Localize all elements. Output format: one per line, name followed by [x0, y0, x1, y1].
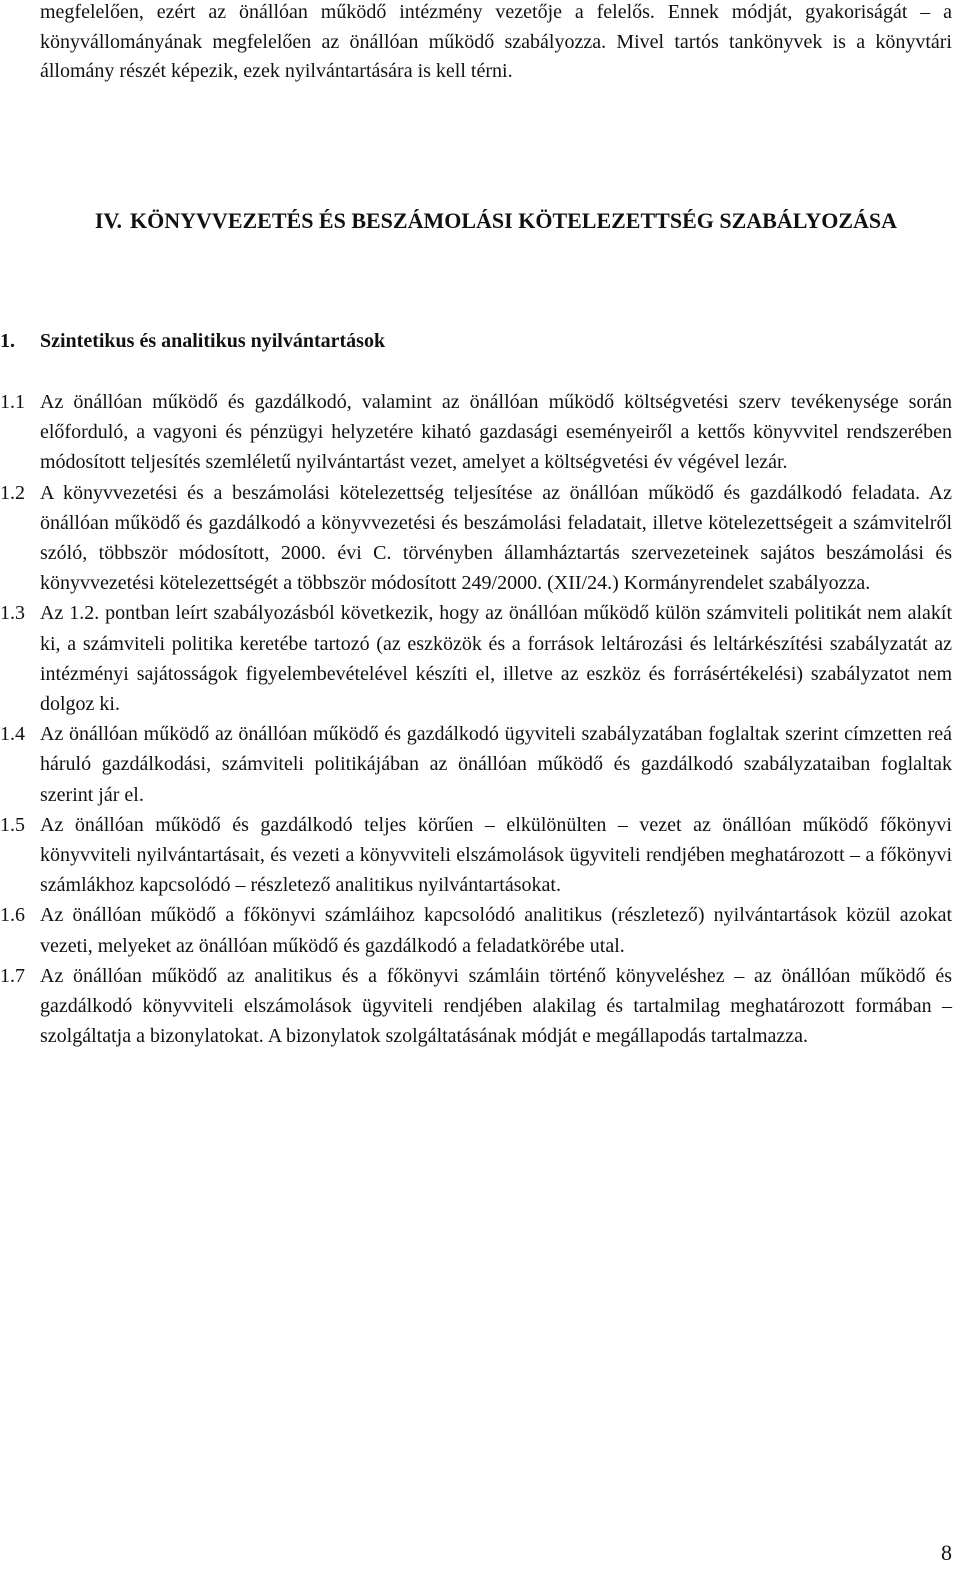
paragraph-number: 1.1 — [0, 391, 25, 413]
paragraph-number: 1.7 — [0, 964, 25, 987]
paragraph-item — [0, 810, 952, 901]
paragraph-number: 1.6 — [0, 904, 25, 927]
paragraph-text: Az önállóan működő az önállóan működő és gazdálkodó ügyviteli szabályzatában foglaltak szerint címzetten reá háruló gazdálkodási, számviteli politikájában az önállóan működő és gazdálkodó szabályzataiban foglaltak szerint jár el. — [40, 723, 952, 806]
paragraph-text: Az önállóan működő a főkönyvi számláihoz kapcsolódó analitikus (részletező) nyilvántartások közül azokat vezeti, melyeket az önállóan működő és gazdálkodó a feladatkörébe utal. — [40, 904, 952, 957]
chapter-number: IV. — [94, 208, 123, 233]
paragraph-text: A könyvvezetési és a beszámolási kötelezettség teljesítése az önállóan működő és gazdálkodó feladata. Az önállóan működő és gazdálkodó a könyvvezetési és beszámolási feladatait, illetve kötelezettségeit a számvitelről szóló, többször módosított, 2000. évi C. törvényben államháztartás szervezeteinek sajátos beszámolási és könyvvezetési kötelezettségét a többször módosított 249/2000. (XII/24.) Kormányrendelet szabályozza. — [40, 481, 952, 595]
paragraph-number: 1.3 — [0, 602, 25, 625]
paragraph-item — [0, 387, 952, 478]
paragraph-number: 1.4 — [0, 723, 25, 746]
paragraph-item — [0, 478, 952, 599]
paragraph-item — [0, 961, 952, 1052]
chapter-heading — [40, 204, 952, 238]
paragraph-number: 1.5 — [0, 813, 25, 836]
paragraph-item — [0, 719, 952, 810]
intro-paragraph: megfelelően, ezért az önállóan működő intézmény vezetője a felelős. Ennek módját, gyakoriságát – a könyvállományának megfelelően az önállóan működő szabályozza. Mivel tartós tankönyvek is a könyvtári állomány részét képezik, ezek nyilvántartására is kell térni. — [40, 1, 952, 82]
paragraph-item — [0, 900, 952, 960]
paragraph-text: Az önállóan működő és gazdálkodó, valamint az önállóan működő költségvetési szerv tevékenysége során előforduló, a vagyoni és pénzügyi helyzetére kiható gazdasági eseményeiről a kettős könyvvitel rendszerében módosított teljesítés szemléletű nyilvántartást vezet, amelyet a költségvetési év végével lezár. — [40, 391, 952, 474]
paragraph-number: 1.2 — [0, 481, 25, 504]
numbered-paragraphs — [0, 387, 952, 1051]
paragraph-text: Az 1.2. pontban leírt szabályozásból következik, hogy az önállóan működő külön számviteli politikát nem alakít ki, a számviteli politika keretébe tartozó (az eszközök és a források leltározási és leltárkészítési szabályzatát az intézményi sajátosságok figyelembevételével készíti el, illetve az eszköz és forrásértékelési) szabályzatot nem dolgoz ki. — [40, 602, 952, 716]
section-title: Szintetikus és analitikus nyilvántartások — [40, 330, 386, 352]
chapter-title: KÖNYVVEZETÉS ÉS BESZÁMOLÁSI KÖTELEZETTSÉG SZABÁLYOZÁSA — [130, 208, 898, 233]
paragraph-text: Az önállóan működő az analitikus és a főkönyvi számláin történő könyveléshez – az önállóan működő és gazdálkodó könyvviteli elszámolások ügyviteli rendjében alakilag és tartalmilag meghatározott formában – szolgáltatja a bizonylatokat. A bizonylatok szolgáltatásának módját e megállapodás tartalmazza. — [40, 964, 952, 1048]
paragraph-text: Az önállóan működő és gazdálkodó teljes körűen – elkülönülten – vezet az önállóan működő főkönyvi könyvviteli nyilvántartásait, és vezeti a könyvviteli elszámolások ügyviteli rendjében meghatározott – a főkönyvi számlákhoz kapcsolódó – részletező analitikus nyilvántartásokat. — [40, 813, 952, 897]
page-number: 8 — [941, 1540, 952, 1565]
section-number: 1. — [0, 330, 15, 352]
paragraph-item — [0, 598, 952, 719]
section-heading — [0, 326, 385, 356]
